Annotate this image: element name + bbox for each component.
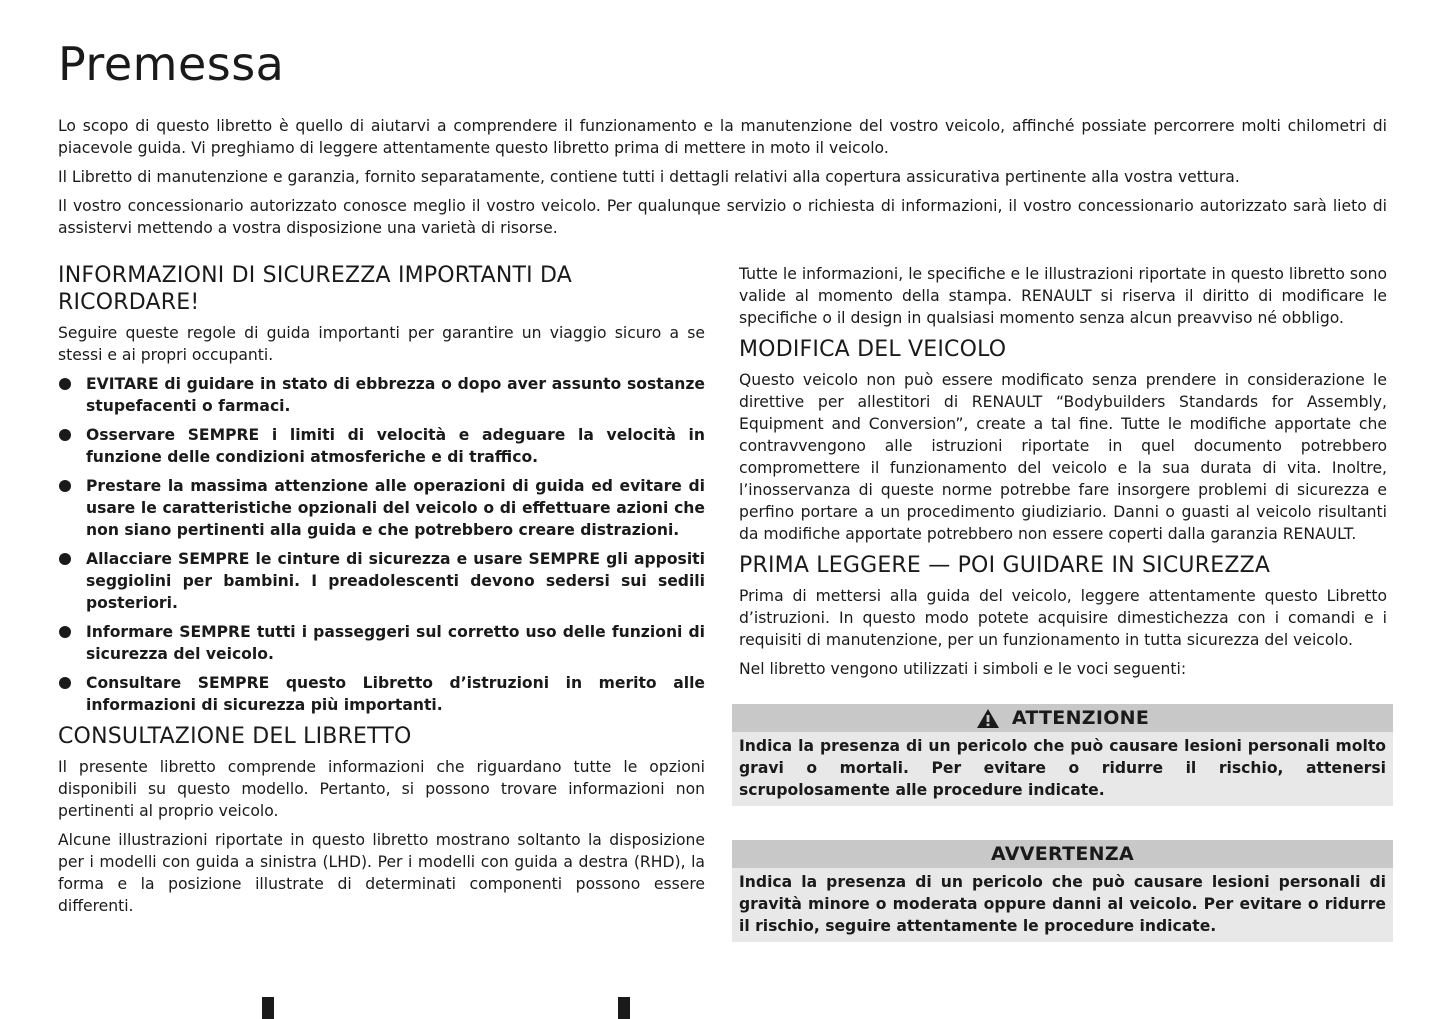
read-first-heading: PRIMA LEGGERE — POI GUIDARE IN SICUREZZA bbox=[739, 553, 1271, 578]
safety-intro: Seguire queste regole di guida importanti per garantire un viaggio sicuro a se stessi e ai propri occupanti. bbox=[58, 324, 705, 364]
page-edge-mark bbox=[262, 997, 274, 1019]
bullet-icon bbox=[59, 429, 71, 441]
bullet-icon bbox=[59, 378, 71, 390]
safety-rule-text: Consultare SEMPRE questo Libretto d’istruzioni in merito alle informazioni di sicurezza più importanti. bbox=[86, 674, 705, 714]
safety-rule-text: Informare SEMPRE tutti i passeggeri sul corretto uso delle funzioni di sicurezza del veicolo. bbox=[86, 623, 705, 663]
consultation-heading: CONSULTAZIONE DEL LIBRETTO bbox=[58, 724, 412, 749]
safety-rules-list bbox=[58, 373, 705, 716]
intro-section bbox=[58, 115, 1387, 246]
intro-paragraph: Lo scopo di questo libretto è quello di aiutarvi a comprendere il funzionamento e la manutenzione del vostro veicolo, affinché possiate percorrere molti chilometri di piacevole guida. Vi preghiamo di leggere attentamente questo libretto prima di mettere in moto il veicolo. bbox=[58, 117, 1387, 157]
caution-box-header bbox=[732, 840, 1393, 868]
list-item bbox=[58, 672, 705, 716]
list-item bbox=[58, 373, 705, 417]
warning-triangle-icon bbox=[976, 708, 1000, 729]
warning-box-title: ATTENZIONE bbox=[1011, 707, 1150, 729]
caution-box bbox=[732, 840, 1393, 942]
warning-box-text: Indica la presenza di un pericolo che può causare lesioni personali molto gravi o mortali. Per evitare o ridurre il rischio, attenersi scrupolosamente alle procedure indicate. bbox=[739, 737, 1386, 799]
bullet-icon bbox=[59, 480, 71, 492]
safety-rule-text: Osservare SEMPRE i limiti di velocità e adeguare la velocità in funzione delle condizioni atmosferiche e di traffico. bbox=[86, 426, 705, 466]
bullet-icon bbox=[59, 553, 71, 565]
safety-rule-text: Prestare la massima attenzione alle operazioni di guida ed evitare di usare le caratteristiche opzionali del veicolo o di effettuare azioni che non siano pertinenti alla guida e che potrebbero creare distrazioni. bbox=[86, 477, 705, 539]
consultation-paragraph: Il presente libretto comprende informazioni che riguardano tutte le opzioni disponibili su questo modello. Pertanto, si possono trovare informazioni non pertinenti al proprio veicolo. bbox=[58, 758, 705, 820]
symbols-intro: Nel libretto vengono utilizzati i simboli e le voci seguenti: bbox=[739, 660, 1187, 678]
page-title: Premessa bbox=[58, 37, 285, 91]
page-edge-mark bbox=[618, 997, 630, 1019]
intro-paragraph: Il Libretto di manutenzione e garanzia, fornito separatamente, contiene tutti i dettagli relativi alla copertura assicurativa pertinente alla vostra vettura. bbox=[58, 168, 1240, 186]
caution-box-text: Indica la presenza di un pericolo che può causare lesioni personali di gravità minore o moderata oppure danni al veicolo. Per evitare o ridurre il rischio, seguire attentamente le procedure indicate. bbox=[739, 873, 1386, 935]
warning-box-header bbox=[732, 704, 1393, 732]
safety-rule-text: Allacciare SEMPRE le cinture di sicurezza e usare SEMPRE gli appositi seggiolini per bambini. I preadolescenti devono sedersi sui sedili posteriori. bbox=[86, 550, 705, 612]
list-item bbox=[58, 424, 705, 468]
left-column bbox=[58, 262, 705, 924]
list-item bbox=[58, 548, 705, 614]
validity-paragraph: Tutte le informazioni, le specifiche e le illustrazioni riportate in questo libretto sono valide al momento della stampa. RENAULT si riserva il diritto di modificare le specifiche o il design in qualsiasi momento senza alcun preavviso né obbligo. bbox=[739, 265, 1387, 327]
intro-paragraph: Il vostro concessionario autorizzato conosce meglio il vostro veicolo. Per qualunque servizio o richiesta di informazioni, il vostro concessionario autorizzato sarà lieto di assistervi mettendo a vostra disposizione una varietà di risorse. bbox=[58, 197, 1387, 237]
read-first-paragraph: Prima di mettersi alla guida del veicolo, leggere attentamente questo Libretto d’istruzioni. In questo modo potete acquisire dimestichezza con i comandi e i requisiti di manutenzione, per un funzionamento in tutta sicurezza del veicolo. bbox=[739, 587, 1387, 649]
bullet-icon bbox=[59, 677, 71, 689]
warning-box bbox=[732, 704, 1393, 806]
consultation-paragraph: Alcune illustrazioni riportate in questo libretto mostrano soltanto la disposizione per i modelli con guida a sinistra (LHD). Per i modelli con guida a destra (RHD), la forma e la posizione illustrate di determinati componenti possono essere differenti. bbox=[58, 831, 705, 915]
modification-paragraph: Questo veicolo non può essere modificato senza prendere in considerazione le direttive per allestitori di RENAULT “Bodybuilders Standards for Assembly, Equipment and Conversion”, create a tal fine. Tutte le modifiche apportate che contravvengono alle istruzioni riportate in quel documento potrebbero compromettere il funzionamento del veicolo e la sua durata di vita. Inoltre, l’inosservanza di queste norme potrebbe fare insorgere problemi di sicurezza e perfino portare a un procedimento giudiziario. Danni o guasti al veicolo risultanti da modifiche apportate potrebbero non essere coperti dalla garanzia RENAULT. bbox=[739, 371, 1387, 543]
safety-rule-text: EVITARE di guidare in stato di ebbrezza o dopo aver assunto sostanze stupefacenti o farmaci. bbox=[86, 375, 705, 415]
list-item bbox=[58, 475, 705, 541]
right-column bbox=[739, 263, 1387, 687]
safety-heading: INFORMAZIONI DI SICUREZZA IMPORTANTI DA RICORDARE! bbox=[58, 263, 573, 315]
caution-box-title: AVVERTENZA bbox=[991, 843, 1134, 865]
list-item bbox=[58, 621, 705, 665]
modification-heading: MODIFICA DEL VEICOLO bbox=[739, 337, 1007, 362]
bullet-icon bbox=[59, 626, 71, 638]
